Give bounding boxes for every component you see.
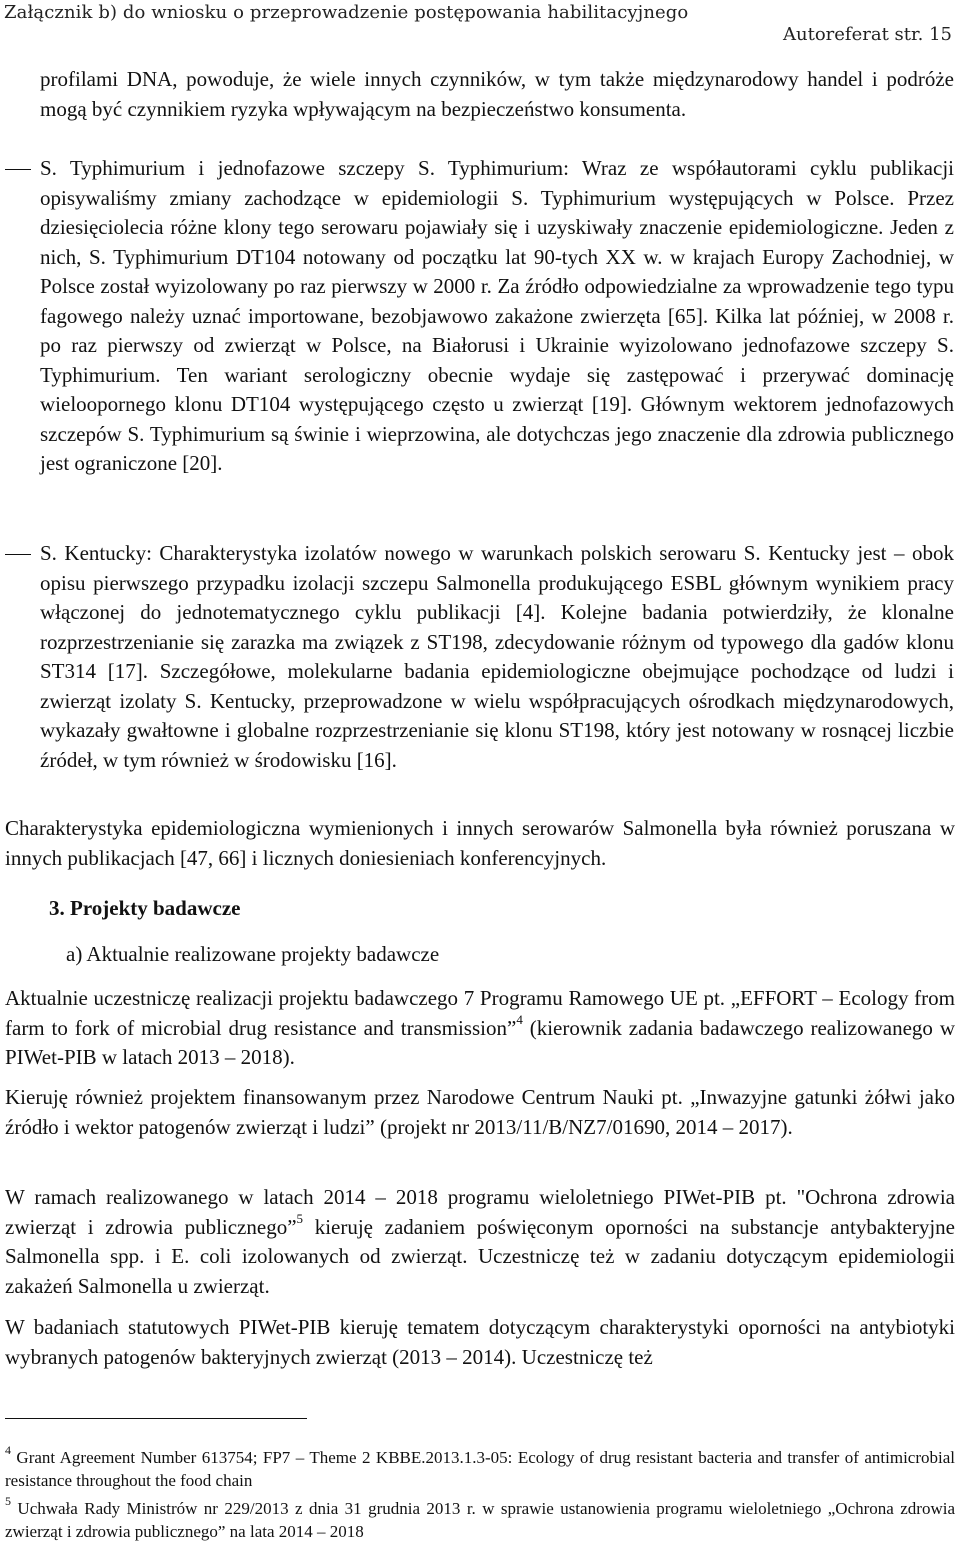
footnote-5 [5, 1494, 955, 1543]
paragraph-text: kieruję zadaniem poświęconym oporności na substancje antybakteryjne Salmonella spp. i E. coli izolowanych od zwierząt. Uczestniczę też w zadaniu dotyczącym epidemiologii zakażeń Salmonella u zwierząt. [5, 1214, 955, 1298]
footnote-4 [5, 1443, 955, 1492]
bullet-dash [5, 169, 31, 170]
subsection-heading: a) Aktualnie realizowane projekty badawcze [66, 942, 440, 966]
footnote-text: Uchwała Rady Ministrów nr 229/2013 z dnia 31 grudnia 2013 r. w sprawie ustanowienia programu wieloletniego „Ochrona zdrowia zwierząt i zdrowia publicznego” na lata 2014 – 2018 [5, 1499, 955, 1541]
paragraph-statutory-research: W badaniach statutowych PIWet-PIB kieruję tematem dotyczącym charakterystyki oporności na antybiotyki wybranych patogenów bakteryjnych zwierząt (2013 – 2014). Uczestniczę też [5, 1315, 955, 1369]
footnote-number: 4 [5, 1443, 11, 1458]
page-number: Autoreferat str. 15 [783, 24, 952, 45]
paragraph-text: W ramach realizowanego w latach 2014 – 2018 programu wieloletniego PIWet-PIB pt. "Ochrona zdrowia zwierząt i zdrowia publicznego” [5, 1185, 955, 1239]
footnote-ref: 5 [296, 1210, 304, 1226]
paragraph-consumer-risk: profilami DNA, powoduje, że wiele innych czynników, w tym także międzynarodowy handel i podróże mogą być czynnikiem ryzyka wpływającym na bezpieczeństwo konsumenta. [40, 67, 954, 121]
paragraph-typhimurium: S. Typhimurium i jednofazowe szczepy S. Typhimurium: Wraz ze współautorami cyklu publikacji opisywaliśmy zmiany zachodzące w epidemiologii S. Typhimurium występujących w Polsce. Przez dziesięciolecia różne klony tego serowaru pojawiały się i uzyskiwały znaczenie epidemiologiczne. Jeden z nich, S. Typhimurium DT104 notowany od początku lat 90-tych XX w. w krajach Europy Zachodniej, w Polsce został wyizolowany po raz pierwszy w 2000 r. Za źródło odpowiedzialne za wprowadzenie tego typu fagowego należy uznać importowane, bezobjawowo zakażone zwierzęta [65]. Kilka lat później, w 2008 r. po raz pierwszy od zwierząt w Polsce, na Białorusi i Ukrainie wyizolowano jednofazowe szczepy S. Typhimurium. Ten wariant serologiczny obecnie wydaje się zastępować i przerywać dominację wieloopornego klonu DT104 występującego często u zwierząt [19]. Głównym wektorem jednofazowych szczepów S. Typhimurium są świnie i wieprzowina, ale dotychczas jego znaczenie dla zdrowia publicznego jest ograniczone [20]. [40, 156, 954, 475]
footnote-number: 5 [5, 1494, 11, 1509]
paragraph-text: (kierownik zadania badawczego realizowanego w PIWet-PIB w latach 2013 – 2018). [5, 1015, 955, 1069]
paragraph-ncn-project: Kieruję również projektem finansowanym przez Narodowe Centrum Nauki pt. „Inwazyjne gatunki żółwi jako źródło i wektor patogenów zwierząt i ludzi” (projekt nr 2013/11/B/NZ7/01690, 2014 – 2017). [5, 1085, 955, 1139]
footnote-separator [5, 1418, 307, 1419]
footnote-ref: 4 [516, 1011, 523, 1027]
paragraph-epidemiology-summary: Charakterystyka epidemiologiczna wymienionych i innych serowarów Salmonella była również poruszana w innych publikacjach [47, 66] i licznych doniesieniach konferencyjnych. [5, 816, 955, 870]
section-heading: 3. Projekty badawcze [49, 896, 241, 920]
header-title: Załącznik b) do wniosku o przeprowadzenie postępowania habilitacyjnego [4, 2, 689, 23]
paragraph-kentucky: S. Kentucky: Charakterystyka izolatów nowego w warunkach polskich serowaru S. Kentucky jest – obok opisu pierwszego przypadku izolacji szczepu Salmonella produkującego ESBL głównym wynikiem pracy włączonej do jednotematycznego cyklu publikacji [4]. Kolejne badania potwierdziły, że klonalne rozprzestrzenianie się zarazka ma związek z ST198, zdecydowanie różnym od typowego dla gadów klonu ST314 [17]. Szczegółowe, molekularne badania epidemiologiczne obejmujące pochodzące od ludzi i zwierząt izolaty S. Kentucky, przeprowadzone w wielu współpracujących ośrodkach międzynarodowych, wykazały gwałtowne i globalne rozprzestrzenianie się klonu ST198, który jest notowany w rosnącej liczbie źródeł, w tym również w środowisku [16]. [40, 541, 954, 772]
bullet-dash [5, 554, 31, 555]
footnote-text: Grant Agreement Number 613754; FP7 – Theme 2 KBBE.2013.1.3-05: Ecology of drug resistant bacteria and transfer of antimicrobial resistance throughout the food chain [5, 1448, 955, 1490]
paragraph-piwet-program [5, 1183, 955, 1301]
paragraph-text: Aktualnie uczestniczę realizacji projektu badawczego 7 Programu Ramowego UE pt. „EFFORT – Ecology from farm to fork of microbial drug resistance and transmission” [5, 986, 955, 1040]
paragraph-effort-project [5, 984, 955, 1073]
